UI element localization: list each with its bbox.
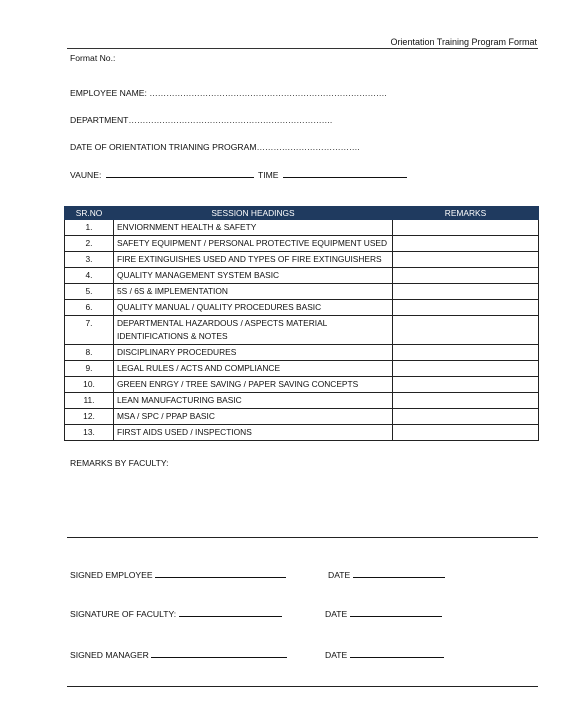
session-heading: DISCIPLINARY PROCEDURES <box>114 345 393 361</box>
remarks-cell[interactable] <box>393 220 539 236</box>
session-heading: FIRST AIDS USED / INSPECTIONS <box>114 425 393 441</box>
remarks-cell[interactable] <box>393 316 539 345</box>
faculty-date-row <box>325 607 442 619</box>
table-row <box>65 284 539 300</box>
row-number: 8. <box>65 345 114 361</box>
remarks-cell[interactable] <box>393 409 539 425</box>
manager-date-field[interactable] <box>350 648 444 658</box>
session-heading: MSA / SPC / PPAP BASIC <box>114 409 393 425</box>
table-header-row <box>65 207 539 220</box>
employee-name-field[interactable]: …………………………………………………………………………. <box>149 88 387 98</box>
date-of-program-row <box>70 142 359 152</box>
row-number: 4. <box>65 268 114 284</box>
signed-employee-row <box>70 568 286 580</box>
faculty-signature-label: SIGNATURE OF FACULTY: <box>70 609 177 619</box>
venue-field[interactable] <box>106 168 254 178</box>
session-heading: LEAN MANUFACTURING BASIC <box>114 393 393 409</box>
department-field[interactable]: ………………………………………………………………. <box>128 115 333 125</box>
table-row <box>65 361 539 377</box>
signed-manager-row <box>70 648 287 660</box>
table-row <box>65 377 539 393</box>
session-table <box>64 206 539 441</box>
remarks-cell[interactable] <box>393 252 539 268</box>
department-row <box>70 115 332 125</box>
remarks-cell[interactable] <box>393 393 539 409</box>
session-heading: QUALITY MANUAL / QUALITY PROCEDURES BASIC <box>114 300 393 316</box>
manager-date-label: DATE <box>325 650 348 660</box>
remarks-cell[interactable] <box>393 236 539 252</box>
manager-date-row <box>325 648 444 660</box>
faculty-signature-field[interactable] <box>179 607 282 617</box>
remarks-cell[interactable] <box>393 345 539 361</box>
session-heading: GREEN ENRGY / TREE SAVING / PAPER SAVING CONCEPTS <box>114 377 393 393</box>
session-heading: FIRE EXTINGUISHES USED AND TYPES OF FIRE EXTINGUISHERS <box>114 252 393 268</box>
row-number: 12. <box>65 409 114 425</box>
department-label: DEPARTMENT <box>70 115 129 125</box>
row-number: 11. <box>65 393 114 409</box>
time-field[interactable] <box>283 168 407 178</box>
row-number: 7. <box>65 316 114 345</box>
signed-manager-field[interactable] <box>151 648 287 658</box>
session-heading: LEGAL RULES / ACTS AND COMPLIANCE <box>114 361 393 377</box>
faculty-date-label: DATE <box>325 609 348 619</box>
remarks-divider <box>67 537 538 538</box>
session-heading: QUALITY MANAGEMENT SYSTEM BASIC <box>114 268 393 284</box>
table-row <box>65 409 539 425</box>
table-row <box>65 345 539 361</box>
date-of-program-label: DATE OF ORIENTATION TRIANING PROGRAM <box>70 142 257 152</box>
table-row <box>65 236 539 252</box>
table-row <box>65 316 539 345</box>
remarks-by-faculty-label: REMARKS BY FACULTY: <box>70 458 169 468</box>
venue-label: VAUNE: <box>70 170 102 180</box>
row-number: 5. <box>65 284 114 300</box>
row-number: 6. <box>65 300 114 316</box>
table-body <box>65 220 539 441</box>
column-header-srno: SR.NO <box>65 207 114 220</box>
time-label: TIME <box>257 170 279 180</box>
remarks-cell[interactable] <box>393 361 539 377</box>
remarks-cell[interactable] <box>393 377 539 393</box>
table-row <box>65 252 539 268</box>
row-number: 10. <box>65 377 114 393</box>
remarks-cell[interactable] <box>393 284 539 300</box>
remarks-cell[interactable] <box>393 268 539 284</box>
signed-employee-field[interactable] <box>155 568 286 578</box>
table-row <box>65 300 539 316</box>
faculty-date-field[interactable] <box>350 607 442 617</box>
row-number: 1. <box>65 220 114 236</box>
employee-name-label: EMPLOYEE NAME: <box>70 88 147 98</box>
column-header-remarks: REMARKS <box>393 207 539 220</box>
header-divider <box>67 48 538 49</box>
table-row <box>65 425 539 441</box>
table-row <box>65 220 539 236</box>
remarks-cell[interactable] <box>393 425 539 441</box>
signed-employee-label: SIGNED EMPLOYEE <box>70 570 153 580</box>
row-number: 2. <box>65 236 114 252</box>
remarks-cell[interactable] <box>393 300 539 316</box>
table-row <box>65 393 539 409</box>
signed-manager-label: SIGNED MANAGER <box>70 650 149 660</box>
employee-date-label: DATE <box>328 570 351 580</box>
employee-name-row <box>70 88 387 98</box>
footer-divider <box>67 686 538 687</box>
document-title: Orientation Training Program Format <box>390 37 537 47</box>
session-heading: DEPARTMENTAL HAZARDOUS / ASPECTS MATERIAL IDENTIFICATIONS & NOTES <box>114 316 393 345</box>
row-number: 9. <box>65 361 114 377</box>
table-row <box>65 268 539 284</box>
date-of-program-field[interactable]: ………………………………. <box>256 142 360 152</box>
employee-date-field[interactable] <box>353 568 445 578</box>
row-number: 3. <box>65 252 114 268</box>
format-number-label: Format No.: <box>70 53 116 63</box>
row-number: 13. <box>65 425 114 441</box>
employee-date-row <box>328 568 445 580</box>
session-heading: ENVIORNMENT HEALTH & SAFETY <box>114 220 393 236</box>
session-heading: SAFETY EQUIPMENT / PERSONAL PROTECTIVE EQUIPMENT USED <box>114 236 393 252</box>
faculty-signature-row <box>70 607 282 619</box>
column-header-session-headings: SESSION HEADINGS <box>114 207 393 220</box>
session-heading: 5S / 6S & IMPLEMENTATION <box>114 284 393 300</box>
venue-time-row <box>70 168 409 180</box>
